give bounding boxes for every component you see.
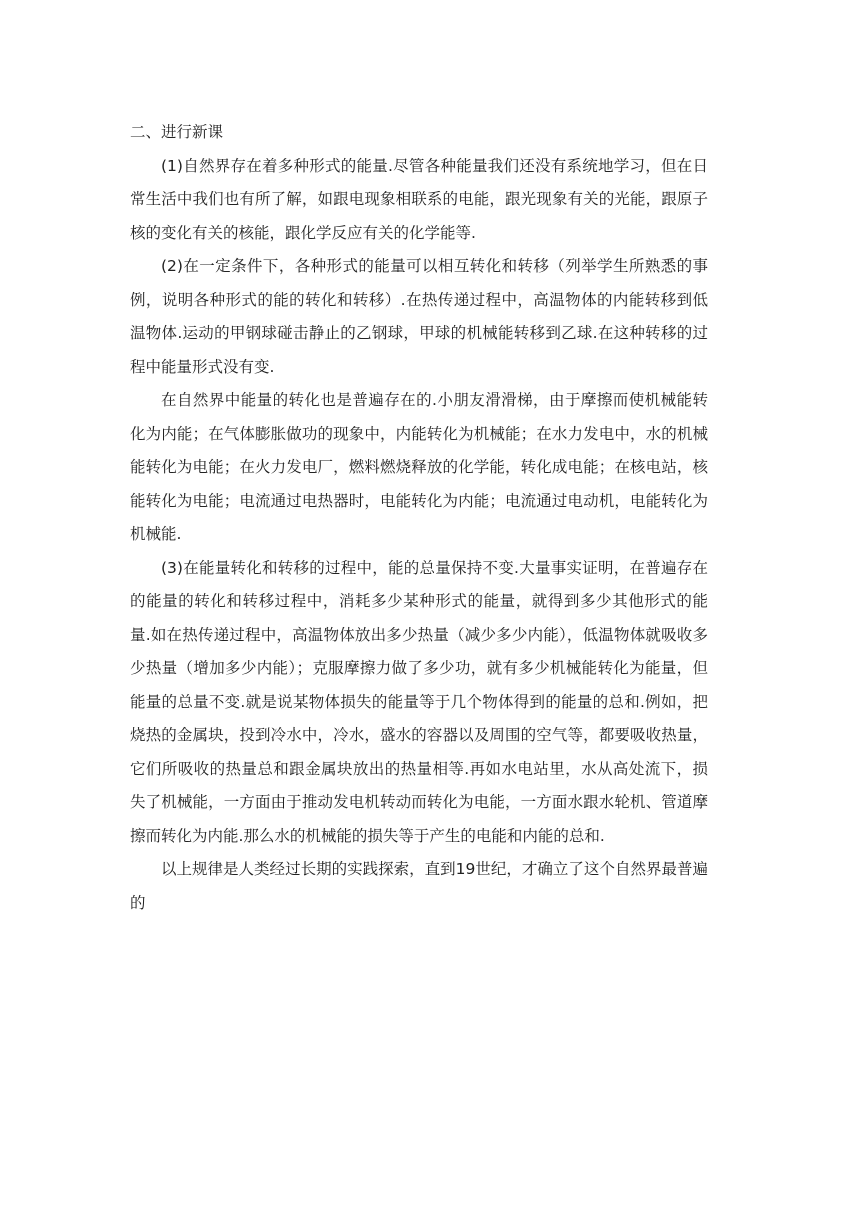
paragraph-law-history: 以上规律是人类经过长期的实践探索，直到19世纪，才确立了这个自然界最普遍的 <box>130 860 708 912</box>
paragraph-energy-forms: (1)自然界存在着多种形式的能量.尽管各种能量我们还没有系统地学习，但在日常生活中我们也有所了解，如跟电现象相联系的电能，跟光现象有关的光能，跟原子核的变化有关的核能，跟化学反应有关的化学能等. <box>130 156 708 242</box>
paragraph-energy-transfer: (2)在一定条件下，各种形式的能量可以相互转化和转移（列举学生所熟悉的事例，说明各种形式的能的转化和转移）.在热传递过程中，高温物体的内能转移到低温物体.运动的甲钢球碰击静止的乙钢球，甲球的机械能转移到乙球.在这种转移的过程中能量形式没有变. <box>130 257 708 376</box>
paragraph-energy-conservation: (3)在能量转化和转移的过程中，能的总量保持不变.大量事实证明，在普遍存在的能量的转化和转移过程中，消耗多少某种形式的能量，就得到多少其他形式的能量.如在热传递过程中，高温物体放出多少热量（减少多少内能），低温物体就吸收多少热量（增加多少内能）；克服摩擦力做了多少功，就有多少机械能转化为能量，但能量的总量不变.就是说某物体损失的能量等于几个物体得到的能量的总和.例如，把烧热的金属块，投到冷水中，冷水，盛水的容器以及周围的空气等，都要吸收热量，它们所吸收的热量总和跟金属块放出的热量相等.再如水电站里，水从高处流下，损失了机械能，一方面由于推动发电机转动而转化为电能，一方面水跟水轮机、管道摩擦而转化为内能.那么水的机械能的损失等于产生的电能和内能的总和. <box>130 558 708 845</box>
section-heading: 二、进行新课 <box>130 123 224 141</box>
paragraph-energy-conversion: 在自然界中能量的转化也是普遍存在的.小朋友滑滑梯，由于摩擦而使机械能转化为内能；在气体膨胀做功的现象中，内能转化为机械能；在水力发电中，水的机械能转化为电能；在火力发电厂，燃料燃烧释放的化学能，转化成电能；在核电站，核能转化为电能；电流通过电热器时，电能转化为内能；电流通过电动机，电能转化为机械能. <box>130 391 708 543</box>
document-body <box>130 116 708 920</box>
